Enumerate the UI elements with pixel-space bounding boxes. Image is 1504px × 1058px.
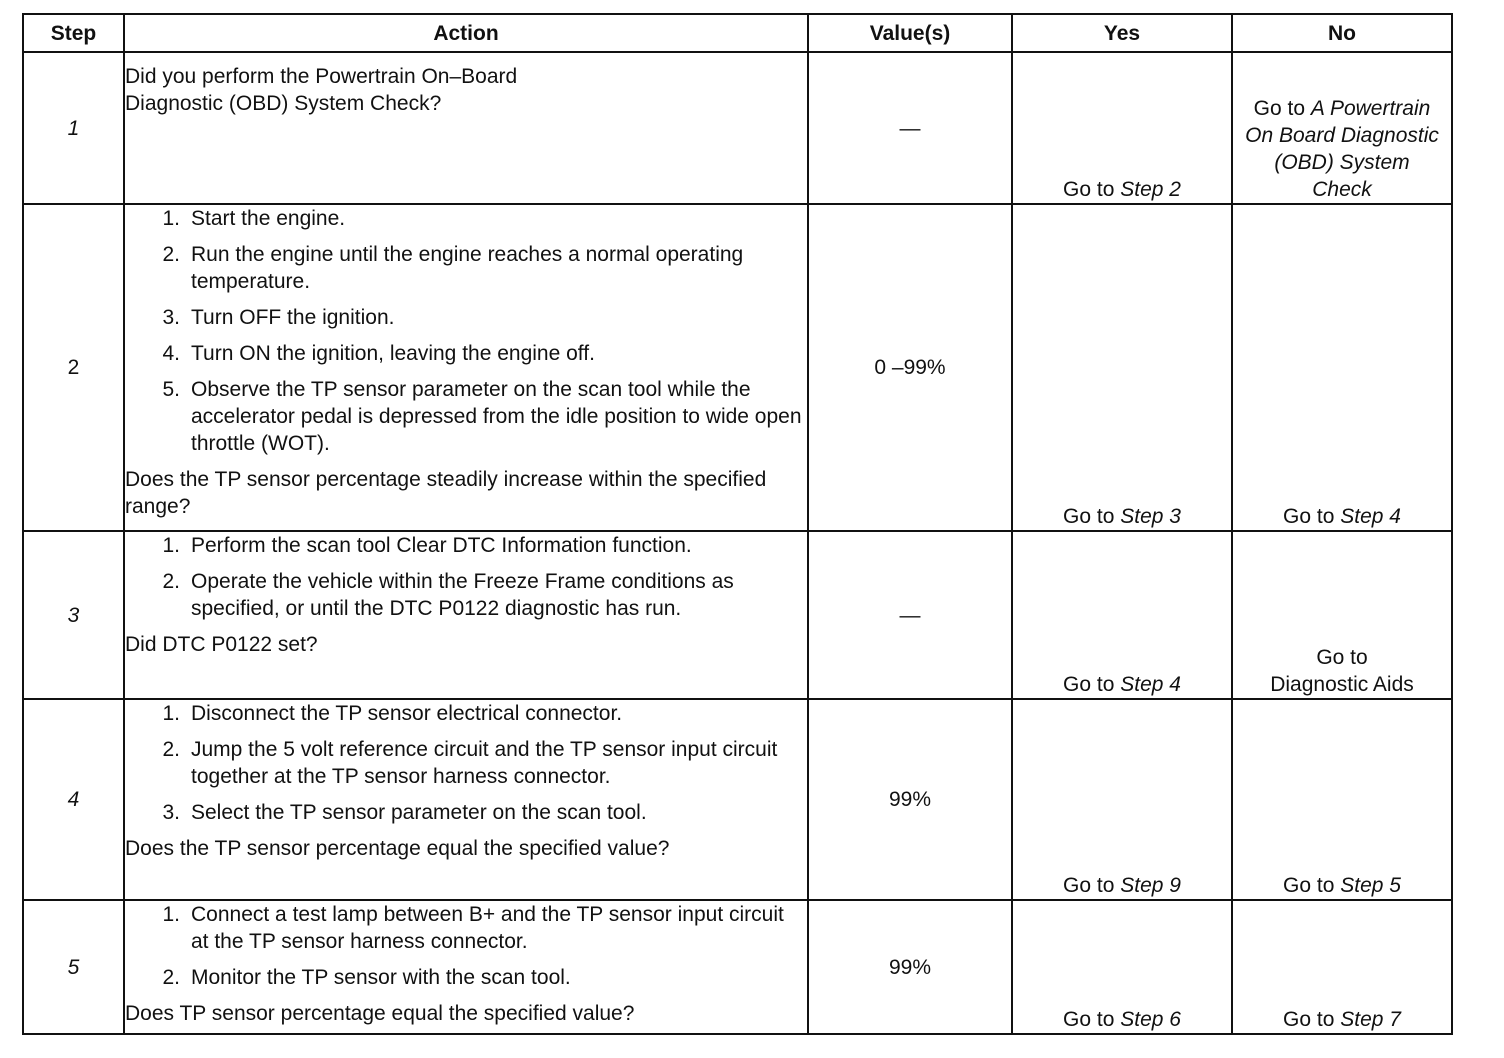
yes-cell bbox=[1012, 699, 1232, 900]
yes-cell bbox=[1012, 900, 1232, 1034]
list-item: 1. Connect a test lamp between B+ and the TP sensor input circuit at the TP sensor harness connector. bbox=[162, 903, 784, 953]
value-cell: 99% bbox=[808, 900, 1012, 1034]
go-to-label: Go to bbox=[1063, 505, 1115, 528]
action-question: Did you perform the Powertrain On–Board Diagnostic (OBD) System Check? bbox=[125, 65, 518, 115]
yes-cell bbox=[1012, 531, 1232, 699]
list-item: 1. Disconnect the TP sensor electrical connector. bbox=[162, 702, 623, 725]
go-to-label: Go to bbox=[1316, 646, 1368, 669]
diagnostic-aids-link[interactable]: Diagnostic Aids bbox=[1270, 673, 1414, 696]
action-question: Does TP sensor percentage equal the specified value? bbox=[125, 1002, 635, 1025]
step-link[interactable]: Step 3 bbox=[1120, 505, 1181, 528]
action-cell bbox=[124, 52, 808, 204]
header-values: Value(s) bbox=[808, 14, 1012, 52]
go-to-label: Go to bbox=[1063, 1008, 1115, 1031]
list-item: 5. Observe the TP sensor parameter on the scan tool while the accelerator pedal is depressed from the idle position to wide open throttle (WOT). bbox=[162, 378, 802, 455]
go-to-label: Go to bbox=[1063, 673, 1115, 696]
action-question: Did DTC P0122 set? bbox=[125, 633, 318, 656]
no-cell bbox=[1232, 531, 1452, 699]
table-row bbox=[23, 699, 1452, 900]
table-row bbox=[23, 900, 1452, 1034]
action-steps-list bbox=[125, 700, 807, 826]
list-item: 3. Select the TP sensor parameter on the scan tool. bbox=[162, 801, 647, 824]
list-item: 2. Operate the vehicle within the Freeze Frame conditions as specified, or until the DTC P0122 diagnostic has run. bbox=[162, 570, 734, 620]
value-cell: 0 –99% bbox=[808, 204, 1012, 531]
step-link[interactable]: Step 4 bbox=[1120, 673, 1181, 696]
header-step: Step bbox=[23, 14, 124, 52]
table-row bbox=[23, 52, 1452, 204]
go-to-label: Go to bbox=[1063, 874, 1115, 897]
table-row bbox=[23, 531, 1452, 699]
action-cell bbox=[124, 699, 808, 900]
no-cell bbox=[1232, 204, 1452, 531]
step-number: 1 bbox=[23, 52, 124, 204]
action-cell bbox=[124, 531, 808, 699]
list-item: 2. Run the engine until the engine reaches a normal operating temperature. bbox=[162, 243, 744, 293]
yes-cell bbox=[1012, 52, 1232, 204]
value-cell: — bbox=[808, 52, 1012, 204]
action-steps-list bbox=[125, 532, 807, 622]
action-steps-list bbox=[125, 205, 807, 457]
action-question: Does the TP sensor percentage steadily increase within the specified range? bbox=[125, 468, 767, 518]
action-cell bbox=[124, 900, 808, 1034]
go-to-label: Go to bbox=[1063, 178, 1115, 201]
no-cell bbox=[1232, 52, 1452, 204]
go-to-label: Go to bbox=[1283, 874, 1335, 897]
header-row bbox=[23, 14, 1452, 52]
go-to-label: Go to bbox=[1283, 1008, 1335, 1031]
header-no: No bbox=[1232, 14, 1452, 52]
list-item: 4. Turn ON the ignition, leaving the engine off. bbox=[162, 342, 595, 365]
step-link[interactable]: Step 9 bbox=[1120, 874, 1181, 897]
step-number: 2 bbox=[23, 204, 124, 531]
step-link[interactable]: Step 5 bbox=[1340, 874, 1401, 897]
list-item: 3. Turn OFF the ignition. bbox=[162, 306, 395, 329]
list-item: 1. Start the engine. bbox=[162, 207, 346, 230]
value-cell: 99% bbox=[808, 699, 1012, 900]
step-link[interactable]: Step 6 bbox=[1120, 1008, 1181, 1031]
action-steps-list bbox=[125, 901, 807, 991]
list-item: 1. Perform the scan tool Clear DTC Information function. bbox=[162, 534, 692, 557]
list-item: 2. Monitor the TP sensor with the scan tool. bbox=[162, 966, 571, 989]
step-number: 3 bbox=[23, 531, 124, 699]
action-cell bbox=[124, 204, 808, 531]
go-to-label: Go to bbox=[1283, 505, 1335, 528]
value-cell: — bbox=[808, 531, 1012, 699]
step-number: 5 bbox=[23, 900, 124, 1034]
yes-cell bbox=[1012, 204, 1232, 531]
step-number: 4 bbox=[23, 699, 124, 900]
step-link[interactable]: Step 7 bbox=[1340, 1008, 1401, 1031]
obd-check-link[interactable]: A Powertrain On Board Diagnostic (OBD) System Check bbox=[1245, 97, 1439, 201]
no-cell bbox=[1232, 699, 1452, 900]
header-yes: Yes bbox=[1012, 14, 1232, 52]
list-item: 2. Jump the 5 volt reference circuit and the TP sensor input circuit together at the TP sensor harness connector. bbox=[162, 738, 778, 788]
header-action: Action bbox=[124, 14, 808, 52]
no-cell bbox=[1232, 900, 1452, 1034]
step-link[interactable]: Step 2 bbox=[1120, 178, 1181, 201]
diagnostic-table bbox=[22, 13, 1453, 1035]
action-question: Does the TP sensor percentage equal the specified value? bbox=[125, 837, 670, 860]
go-to-label: Go to bbox=[1253, 97, 1306, 120]
table-row bbox=[23, 204, 1452, 531]
step-link[interactable]: Step 4 bbox=[1340, 505, 1401, 528]
